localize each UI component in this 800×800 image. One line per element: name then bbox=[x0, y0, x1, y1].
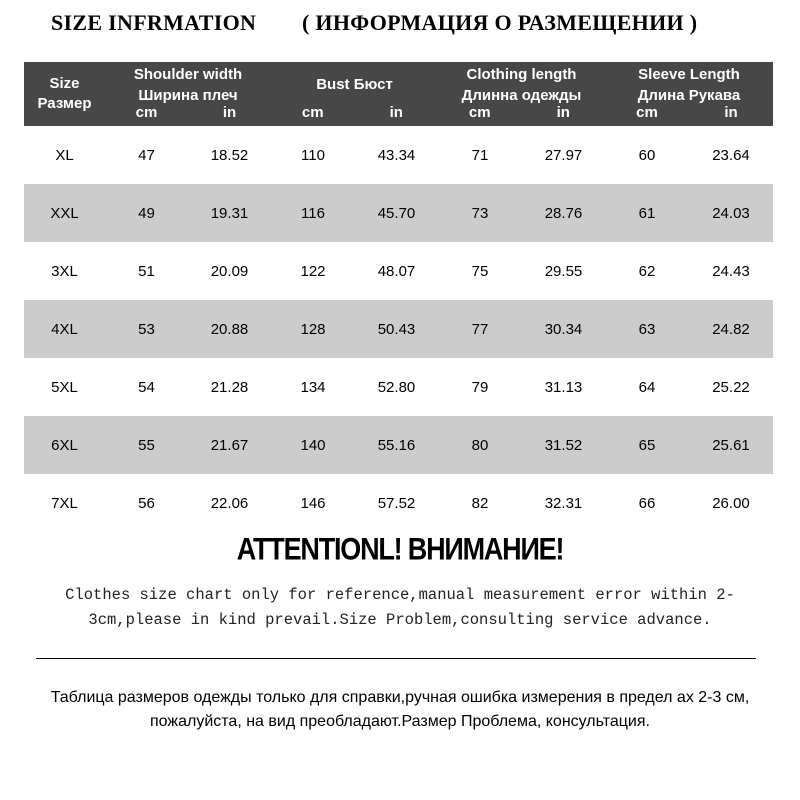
unit-labels bbox=[271, 104, 438, 124]
measurement-cell: 22.06 bbox=[188, 474, 271, 532]
measurement-cell: 43.34 bbox=[355, 126, 438, 184]
measurement-cell: 24.43 bbox=[689, 242, 773, 300]
measurement-cell: 24.82 bbox=[689, 300, 773, 358]
measurement-cell: 65 bbox=[605, 416, 689, 474]
measurement-cell: 19.31 bbox=[188, 184, 271, 242]
size-chart-table bbox=[24, 62, 773, 126]
measurement-cell: 140 bbox=[271, 416, 355, 474]
measurement-cell: 66 bbox=[605, 474, 689, 532]
measurement-cell: 18.52 bbox=[188, 126, 271, 184]
unit-cm: cm bbox=[135, 104, 158, 121]
title-russian: ( ИНФОРМАЦИЯ О РАЗМЕЩЕНИИ ) bbox=[302, 10, 698, 35]
unit-in: in bbox=[222, 104, 237, 121]
measurement-cell: 54 bbox=[105, 358, 188, 416]
measurement-cell: 77 bbox=[438, 300, 522, 358]
measurement-cell: 62 bbox=[605, 242, 689, 300]
measurement-cell: 55.16 bbox=[355, 416, 438, 474]
unit-cm: cm bbox=[301, 104, 324, 121]
size-cell: 3XL bbox=[24, 242, 105, 300]
measurement-cell: 49 bbox=[105, 184, 188, 242]
measurement-cell: 75 bbox=[438, 242, 522, 300]
unit-labels bbox=[438, 104, 605, 124]
unit-cm: cm bbox=[636, 104, 658, 121]
table-row bbox=[24, 300, 773, 358]
size-cell: 4XL bbox=[24, 300, 105, 358]
size-cell: 7XL bbox=[24, 474, 105, 532]
measurement-cell: 48.07 bbox=[355, 242, 438, 300]
notice-russian: Таблица размеров одежды только для справки,ручная ошибка измерения в предел ах 2-3 см, пожалуйста, на вид преобладают.Размер Проблема, консультация. bbox=[50, 689, 750, 730]
measurement-cell: 23.64 bbox=[689, 126, 773, 184]
unit-cm: cm bbox=[468, 104, 491, 121]
measurement-cell: 56 bbox=[105, 474, 188, 532]
measurement-cell: 21.28 bbox=[188, 358, 271, 416]
measurement-cell: 32.31 bbox=[522, 474, 605, 532]
table-row bbox=[24, 242, 773, 300]
measurement-cell: 128 bbox=[271, 300, 355, 358]
sleeve-length-header bbox=[605, 62, 773, 126]
measurement-cell: 71 bbox=[438, 126, 522, 184]
unit-in: in bbox=[724, 104, 738, 121]
group-title bbox=[438, 64, 605, 106]
group-title-en: Clothing length bbox=[466, 66, 577, 83]
unit-labels bbox=[105, 104, 271, 124]
measurement-cell: 29.55 bbox=[522, 242, 605, 300]
size-cell: 6XL bbox=[24, 416, 105, 474]
unit-labels bbox=[605, 104, 773, 124]
measurement-cell: 122 bbox=[271, 242, 355, 300]
measurement-cell: 27.97 bbox=[522, 126, 605, 184]
size-cell: XL bbox=[24, 126, 105, 184]
page-title bbox=[0, 6, 800, 42]
clothing-length-header bbox=[438, 62, 605, 126]
measurement-cell: 146 bbox=[271, 474, 355, 532]
measurement-cell: 31.13 bbox=[522, 358, 605, 416]
measurement-cell: 73 bbox=[438, 184, 522, 242]
measurement-cell: 79 bbox=[438, 358, 522, 416]
measurement-cell: 53 bbox=[105, 300, 188, 358]
group-title-en: Bust Бюст bbox=[316, 76, 393, 93]
measurement-cell: 63 bbox=[605, 300, 689, 358]
measurement-cell: 52.80 bbox=[355, 358, 438, 416]
measurement-cell: 25.61 bbox=[689, 416, 773, 474]
size-rows bbox=[24, 126, 773, 532]
measurement-cell: 20.88 bbox=[188, 300, 271, 358]
unit-in: in bbox=[556, 104, 570, 121]
size-cell: 5XL bbox=[24, 358, 105, 416]
measurement-cell: 134 bbox=[271, 358, 355, 416]
measurement-cell: 30.34 bbox=[522, 300, 605, 358]
size-header-en: Size bbox=[49, 75, 80, 92]
measurement-cell: 55 bbox=[105, 416, 188, 474]
table-row bbox=[24, 126, 773, 184]
group-title bbox=[605, 64, 773, 106]
notice-english: Clothes size chart only for reference,manual measurement error within 2-3cm,please in kind prevail.Size Problem,consulting service advance. bbox=[65, 586, 735, 629]
measurement-cell: 50.43 bbox=[355, 300, 438, 358]
attention-heading: ATTENTIONL! ВНИМАНИЕ! bbox=[236, 531, 564, 567]
measurement-cell: 60 bbox=[605, 126, 689, 184]
measurement-cell: 26.00 bbox=[689, 474, 773, 532]
table-row bbox=[24, 184, 773, 242]
measurement-cell: 20.09 bbox=[188, 242, 271, 300]
measurement-cell: 24.03 bbox=[689, 184, 773, 242]
group-title-en: Shoulder width bbox=[133, 66, 243, 83]
measurement-cell: 61 bbox=[605, 184, 689, 242]
measurement-cell: 28.76 bbox=[522, 184, 605, 242]
size-column-header bbox=[24, 62, 105, 126]
table-row bbox=[24, 416, 773, 474]
table-row bbox=[24, 358, 773, 416]
table-header-row bbox=[24, 62, 773, 126]
divider bbox=[36, 658, 756, 659]
measurement-cell: 64 bbox=[605, 358, 689, 416]
measurement-cell: 82 bbox=[438, 474, 522, 532]
measurement-cell: 31.52 bbox=[522, 416, 605, 474]
group-title-ru: Длинна одежды bbox=[461, 87, 582, 104]
measurement-cell: 80 bbox=[438, 416, 522, 474]
measurement-cell: 25.22 bbox=[689, 358, 773, 416]
size-header-ru: Размер bbox=[37, 95, 92, 112]
unit-in: in bbox=[389, 104, 403, 121]
table-row bbox=[24, 474, 773, 532]
size-cell: XXL bbox=[24, 184, 105, 242]
measurement-cell: 110 bbox=[271, 126, 355, 184]
group-title bbox=[271, 74, 438, 95]
measurement-cell: 45.70 bbox=[355, 184, 438, 242]
title-english: SIZE INFRMATION bbox=[51, 10, 257, 35]
bust-header bbox=[271, 62, 438, 126]
measurement-cell: 21.67 bbox=[188, 416, 271, 474]
measurement-cell: 116 bbox=[271, 184, 355, 242]
measurement-cell: 51 bbox=[105, 242, 188, 300]
measurement-cell: 47 bbox=[105, 126, 188, 184]
group-title-en: Sleeve Length bbox=[638, 66, 740, 83]
shoulder-width-header bbox=[105, 62, 271, 126]
size-chart-body bbox=[24, 126, 773, 532]
group-title-ru: Длина Рукава bbox=[637, 87, 741, 104]
measurement-cell: 57.52 bbox=[355, 474, 438, 532]
group-title bbox=[105, 64, 271, 106]
group-title-ru: Ширина плеч bbox=[138, 87, 238, 104]
